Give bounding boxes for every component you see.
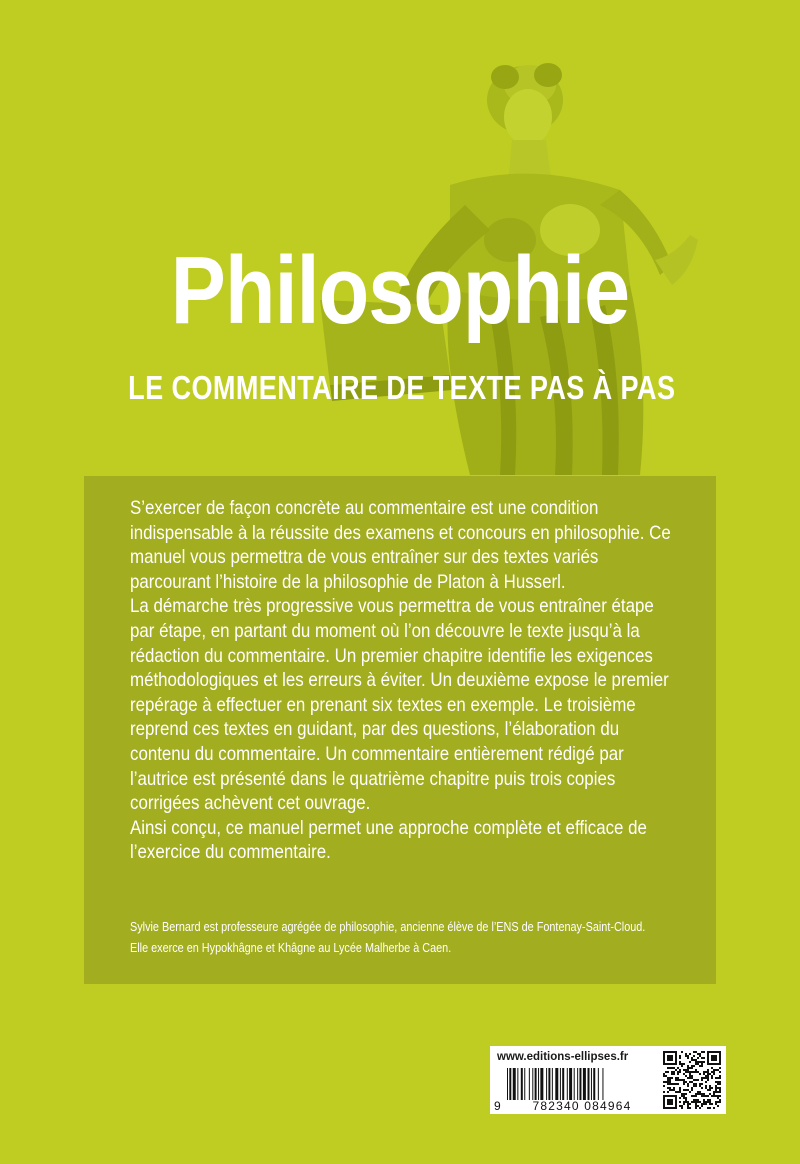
description-text bbox=[130, 496, 674, 865]
book-title: Philosophie bbox=[170, 237, 630, 344]
author-bio-line-2: Elle exerce en Hypokhâgne et Khâgne au Lycée Malherbe à Caen. bbox=[130, 940, 452, 955]
description-paragraph-1: S’exercer de façon concrète au commentaire est une condition indispensable à la réussite des examens et concours en philosophie. Ce manuel vous permettra de vous entraîner sur des textes variés parcourant l’histoire de la philosophie de Platon à Husserl. bbox=[130, 497, 671, 593]
description-paragraph-3: Ainsi conçu, ce manuel permet une approche complète et efficace de l’exercice du commentaire. bbox=[130, 816, 647, 864]
author-bio bbox=[130, 916, 673, 958]
publisher-url: www.editions-ellipses.fr bbox=[497, 1051, 629, 1063]
isbn-barcode bbox=[507, 1068, 657, 1100]
qr-code bbox=[663, 1051, 721, 1109]
isbn-first-digit: 9 bbox=[494, 1099, 501, 1113]
book-subtitle: LE COMMENTAIRE DE TEXTE PAS À PAS bbox=[128, 369, 676, 406]
description-paragraph-2: La démarche très progressive vous permettra de vous entraîner étape par étape, en partant du moment où l’on découvre le texte jusqu’à la rédaction du commentaire. Un premier chapitre identifie les exigences méthodologiques et les erreurs à éviter. Un deuxième expose le premier repérage à effectuer en prenant six textes en exemple. Le troisième reprend ces textes en guidant, par des questions, l’élaboration du contenu du commentaire. Un commentaire entièrement rédigé par l’autrice est présenté dans le quatrième chapitre puis trois copies corrigées achèvent cet ouvrage. bbox=[130, 595, 669, 815]
author-bio-line-1: Sylvie Bernard est professeure agrégée de philosophie, ancienne élève de l’ENS de Fontenay-Saint-Cloud. bbox=[130, 919, 646, 934]
isbn-digits: 782340 084964 bbox=[532, 1099, 632, 1113]
